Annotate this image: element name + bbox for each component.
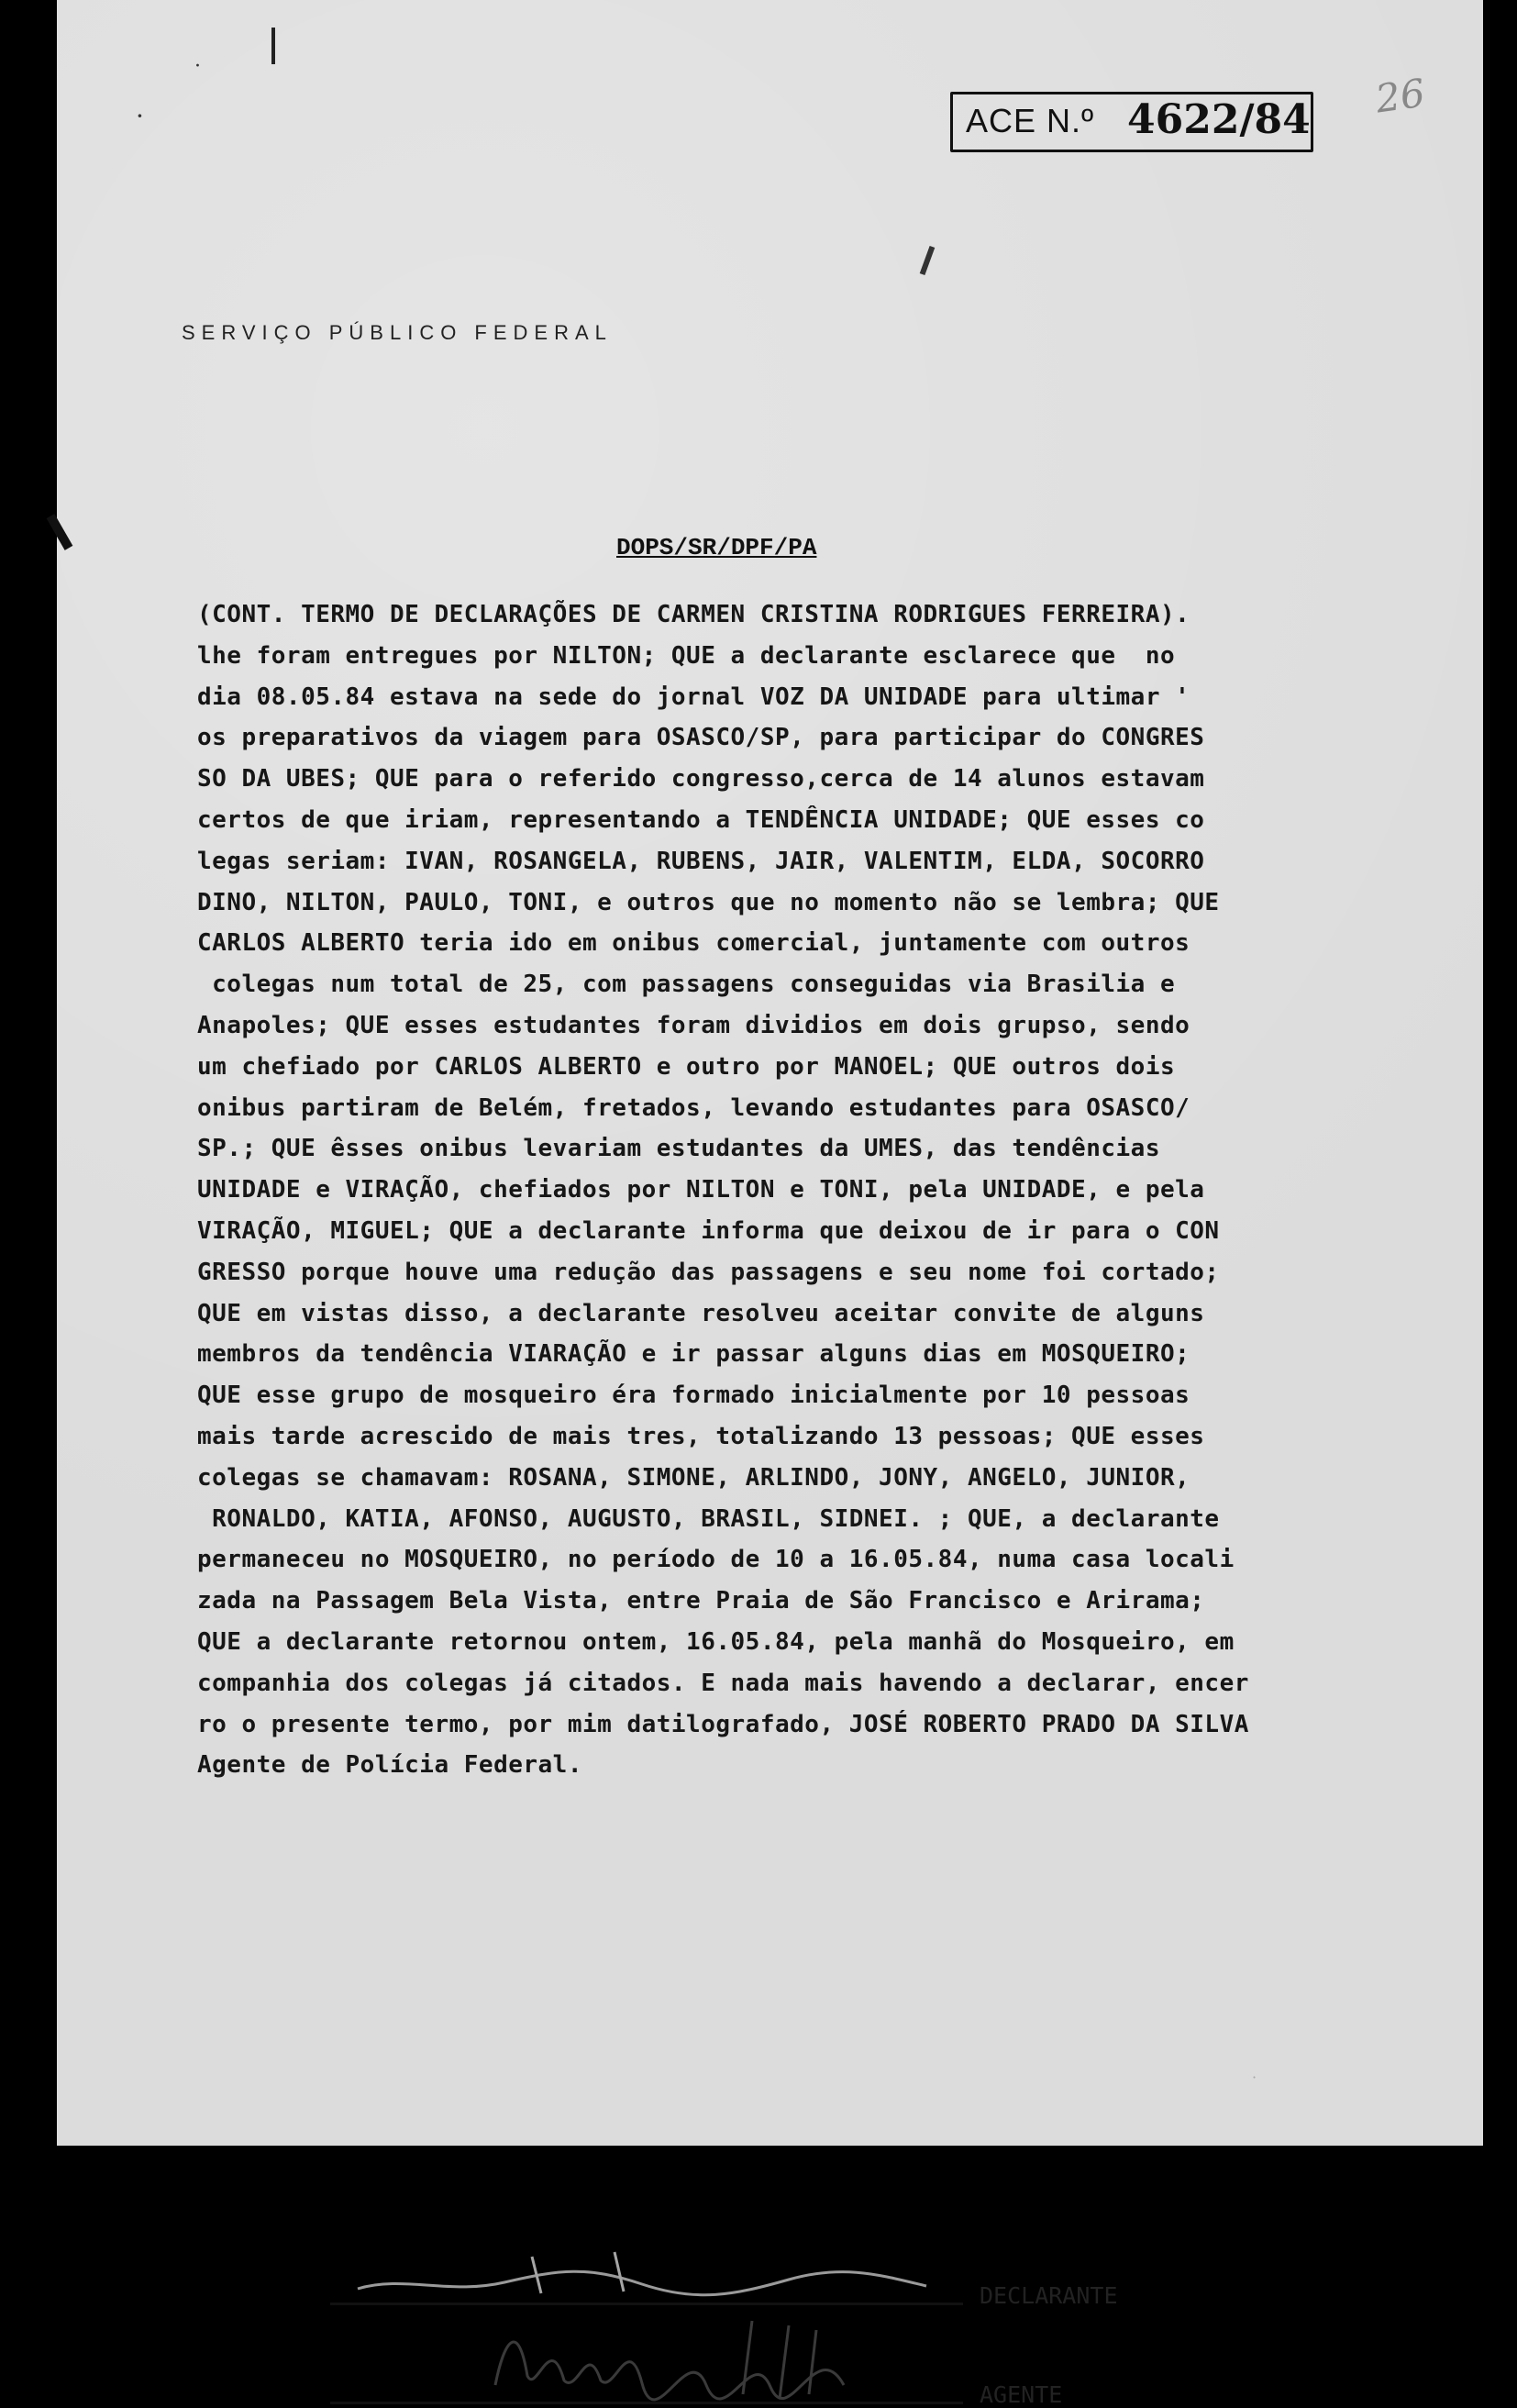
body-line: colegas num total de 25, com passagens conseguidas via Brasilia e	[197, 971, 1176, 999]
agent-signature	[477, 2303, 862, 2403]
body-line: VIRAÇÃO, MIGUEL; QUE a declarante informa que deixou de ir para o CON	[197, 1216, 1220, 1245]
edge-mark: ·	[1252, 2069, 1257, 2086]
letterhead: SERVIÇO PÚBLICO FEDERAL	[182, 321, 613, 344]
body-line: companhia dos colegas já citados. E nada mais havendo a declarar, encer	[197, 1669, 1249, 1697]
body-line: SO DA UBES; QUE para o referido congresso,cerca de 14 alunos estavam	[197, 765, 1205, 793]
body-line: colegas se chamavam: ROSANA, SIMONE, ARLINDO, JONY, ANGELO, JUNIOR,	[197, 1463, 1190, 1492]
office-code: DOPS/SR/DPF/PA	[616, 534, 817, 561]
body-line: DINO, NILTON, PAULO, TONI, e outros que no momento não se lembra; QUE	[197, 888, 1220, 916]
body-line: QUE a declarante retornou ontem, 16.05.84, pela manhã do Mosqueiro, em	[197, 1627, 1235, 1656]
scan-speck	[271, 28, 275, 64]
body-line: (CONT. TERMO DE DECLARAÇÕES DE CARMEN CRISTINA RODRIGUES FERREIRA).	[197, 601, 1190, 628]
body-line: ro o presente termo, por mim datilografado, JOSÉ ROBERTO PRADO DA SILVA	[197, 1710, 1249, 1738]
body-line: Agente de Polícia Federal.	[197, 1751, 582, 1780]
body-line: QUE esse grupo de mosqueiro éra formado inicialmente por 10 pessoas	[197, 1382, 1190, 1410]
body-line: legas seriam: IVAN, ROSANGELA, RUBENS, JAIR, VALENTIM, ELDA, SOCORRO	[197, 847, 1205, 875]
body-line: zada na Passagem Bela Vista, entre Praia de São Francisco e Arirama;	[197, 1587, 1205, 1615]
ace-stamp	[950, 92, 1313, 152]
body-line: um chefiado por CARLOS ALBERTO e outro por MANOEL; QUE outros dois	[197, 1052, 1176, 1081]
body-line: onibus partiram de Belém, fretados, levando estudantes para OSASCO/	[197, 1093, 1190, 1122]
body-line: GRESSO porque houve uma redução das passagens e seu nome foi cortado;	[197, 1258, 1220, 1286]
body-line: permaneceu no MOSQUEIRO, no período de 10 a 16.05.84, numa casa locali	[197, 1546, 1235, 1574]
body-line: Anapoles; QUE esses estudantes foram dividios em dois grupso, sendo	[197, 1011, 1190, 1039]
scan-speck: ·	[194, 55, 201, 78]
declarant-label: DECLARANTE	[980, 2282, 1118, 2309]
body-line: QUE em vistas disso, a declarante resolveu aceitar convite de alguns	[197, 1299, 1205, 1327]
body-line: RONALDO, KATIA, AFONSO, AUGUSTO, BRASIL, SIDNEI. ; QUE, a declarante	[197, 1504, 1220, 1533]
agent-label: AGENTE	[980, 2381, 1063, 2408]
body-line: os preparativos da viagem para OSASCO/SP, para participar do CONGRES	[197, 724, 1205, 752]
body-line: certos de que iriam, representando a TENDÊNCIA UNIDADE; QUE esses co	[197, 805, 1205, 834]
declarant-signature	[349, 2238, 936, 2303]
body-line: membros da tendência VIARAÇÃO e ir passar alguns dias em MOSQUEIRO;	[197, 1340, 1190, 1369]
body-line: SP.; QUE êsses onibus levariam estudantes da UMES, das tendências	[197, 1135, 1160, 1163]
body-line: lhe foram entregues por NILTON; QUE a declarante esclarece que no	[197, 641, 1176, 670]
declaration-body	[197, 594, 1362, 1786]
body-line: CARLOS ALBERTO teria ido em onibus comercial, juntamente com outros	[197, 929, 1190, 958]
ace-stamp-number: 4622/84	[1127, 96, 1311, 143]
ace-stamp-label: ACE N.º	[966, 102, 1095, 139]
body-line: dia 08.05.84 estava na sede do jornal VOZ DA UNIDADE para ultimar '	[197, 682, 1190, 711]
body-line: UNIDADE e VIRAÇÃO, chefiados por NILTON e TONI, pela UNIDADE, e pela	[197, 1176, 1205, 1204]
body-line: mais tarde acrescido de mais tres, totalizando 13 pessoas; QUE esses	[197, 1422, 1205, 1450]
page-number: 26	[1372, 70, 1428, 122]
scan-speck: ·	[136, 101, 144, 131]
